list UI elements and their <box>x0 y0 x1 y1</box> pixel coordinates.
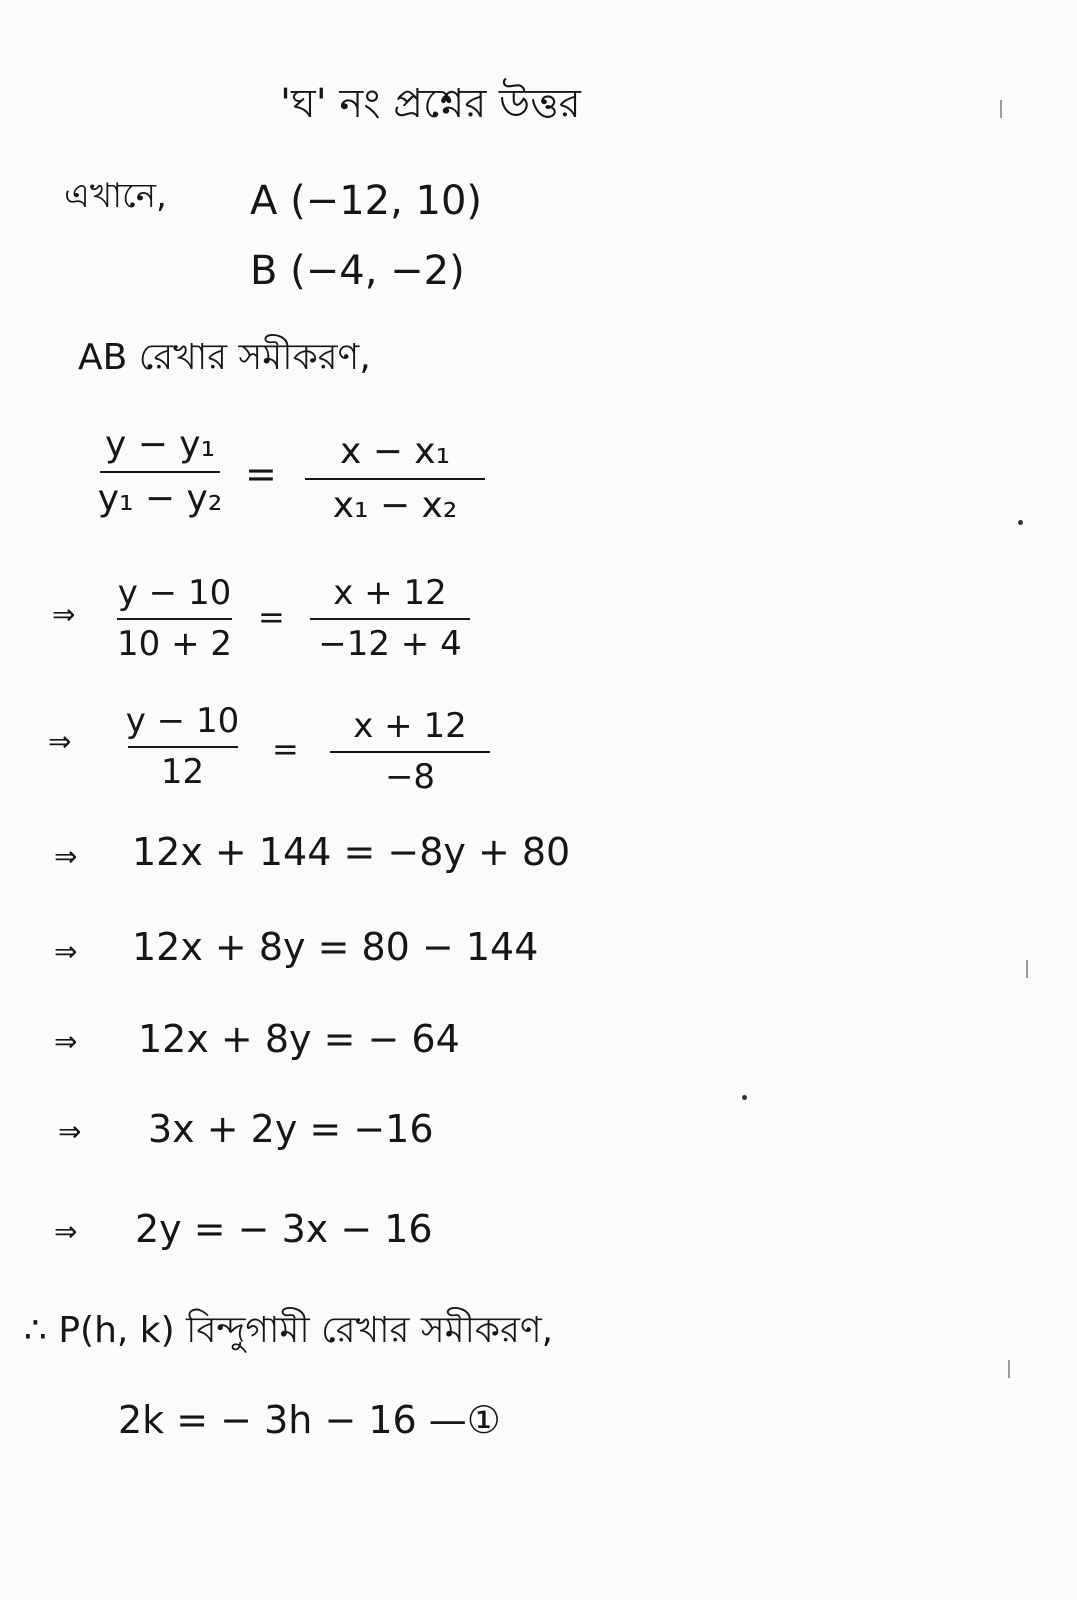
fraction-bar <box>117 618 232 620</box>
formula-rhs-fraction <box>305 432 485 525</box>
step5-equation: 12x + 8y = − 64 <box>138 1017 460 1061</box>
implies-arrow: ⇒ <box>52 598 76 631</box>
line-ab-heading: AB রেখার সমীকরণ, <box>78 337 371 378</box>
formula-lhs-numerator: y − y₁ <box>104 424 216 465</box>
fraction-bar <box>100 471 220 473</box>
implies-arrow: ⇒ <box>54 1025 78 1058</box>
step1-lhs-denominator: 10 + 2 <box>117 624 232 665</box>
step2-lhs-fraction <box>125 703 240 792</box>
scan-speck <box>1018 520 1023 525</box>
equals-sign: = <box>272 730 299 768</box>
step1-rhs-fraction <box>310 575 470 664</box>
step4-equation: 12x + 8y = 80 − 144 <box>132 925 539 969</box>
equals-sign: = <box>245 452 277 496</box>
step1-rhs-denominator: −12 + 4 <box>318 624 462 665</box>
conclusion-text: ∴ P(h, k) বিন্দুগামী রেখার সমীকরণ, <box>24 1310 554 1351</box>
given-label: এখানে, <box>64 176 167 216</box>
step1-lhs-numerator: y − 10 <box>117 573 232 613</box>
implies-arrow: ⇒ <box>48 725 72 758</box>
step2-lhs-numerator: y − 10 <box>125 701 240 741</box>
implies-arrow: ⇒ <box>54 840 78 873</box>
fraction-bar <box>310 618 470 620</box>
formula-rhs-denominator: x₁ − x₂ <box>332 484 458 526</box>
step2-rhs-fraction <box>330 708 490 797</box>
fraction-bar <box>330 751 490 753</box>
step3-equation: 12x + 144 = −8y + 80 <box>132 830 571 874</box>
step1-rhs-numerator: x + 12 <box>333 573 447 613</box>
scan-speck <box>742 1095 747 1100</box>
step2-rhs-numerator: x + 12 <box>353 706 467 746</box>
step6-equation: 3x + 2y = −16 <box>148 1107 434 1151</box>
final-equation: 2k = − 3h − 16 —① <box>118 1398 501 1442</box>
step2-lhs-denominator: 12 <box>160 752 205 793</box>
scan-mark <box>1026 960 1028 978</box>
implies-arrow: ⇒ <box>54 935 78 968</box>
implies-arrow: ⇒ <box>54 1215 78 1248</box>
fraction-bar <box>305 478 485 480</box>
step7-equation: 2y = − 3x − 16 <box>135 1207 433 1251</box>
equals-sign: = <box>258 598 285 636</box>
scan-mark <box>1008 1360 1010 1378</box>
formula-lhs-fraction <box>97 424 223 519</box>
implies-arrow: ⇒ <box>58 1115 82 1148</box>
step1-lhs-fraction <box>112 575 237 664</box>
answer-heading: 'ঘ' নং প্রশ্নের উত্তর <box>280 81 581 127</box>
formula-lhs-denominator: y₁ − y₂ <box>97 477 223 519</box>
scan-mark <box>1000 100 1002 118</box>
fraction-bar <box>128 746 238 748</box>
formula-rhs-numerator: x − x₁ <box>339 431 451 472</box>
point-b: B (−4, −2) <box>250 248 465 294</box>
step2-rhs-denominator: −8 <box>384 757 436 798</box>
point-a: A (−12, 10) <box>250 178 483 224</box>
